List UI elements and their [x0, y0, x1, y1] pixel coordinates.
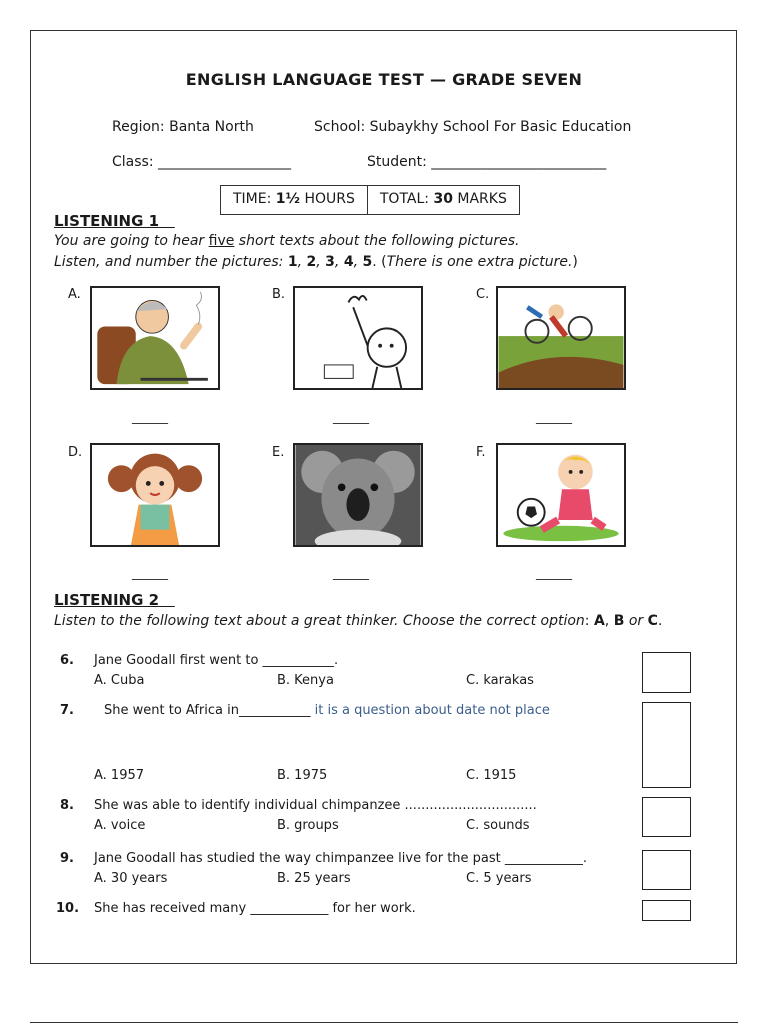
- picture-a-answer[interactable]: ______: [132, 410, 168, 424]
- question-9-option-a[interactable]: A. 30 years: [94, 871, 168, 886]
- school-label: School: Subaykhy School For Basic Education: [314, 119, 632, 135]
- question-7-option-c[interactable]: C. 1915: [466, 768, 517, 783]
- question-7-number: 7.: [60, 703, 74, 718]
- class-field[interactable]: Class: ___________________: [112, 154, 291, 170]
- question-8-option-a[interactable]: A. voice: [94, 818, 146, 833]
- boy-waving-picture: [293, 286, 423, 390]
- total-cell: TOTAL: 30 MARKS: [367, 186, 519, 214]
- listening1-instruction-2: Listen, and number the pictures: 1, 2, 3, 4, 5. (There is one extra picture.): [54, 254, 578, 270]
- listening1-instruction-1: You are going to hear five short texts about the following pictures.: [54, 233, 520, 249]
- picture-f-letter: F.: [476, 445, 486, 460]
- question-7-note: it is a question about date not place: [314, 703, 550, 718]
- picture-f-answer[interactable]: ______: [536, 566, 572, 580]
- smoking-old-man-picture: [90, 286, 220, 390]
- listening1-heading: LISTENING 1: [54, 212, 160, 230]
- cyclist-crash-picture: [496, 286, 626, 390]
- question-8-answer-box[interactable]: [642, 797, 691, 837]
- picture-e-answer[interactable]: ______: [333, 566, 369, 580]
- picture-a-letter: A.: [68, 287, 81, 302]
- question-6-option-b[interactable]: B. Kenya: [277, 673, 334, 688]
- listening2-instruction: Listen to the following text about a great thinker. Choose the correct option: A, B or C.: [54, 613, 663, 629]
- question-8-number: 8.: [60, 798, 74, 813]
- time-cell: TIME: 1½ HOURS: [233, 191, 355, 207]
- time-marks-box: [220, 185, 520, 215]
- question-6-number: 6.: [60, 653, 74, 668]
- boy-with-football-picture: [496, 443, 626, 547]
- bottom-divider: [30, 1022, 738, 1023]
- question-6-option-a[interactable]: A. Cuba: [94, 673, 145, 688]
- picture-c-answer[interactable]: ______: [536, 410, 572, 424]
- student-field[interactable]: Student: _________________________: [367, 154, 607, 170]
- question-9-option-c[interactable]: C. 5 years: [466, 871, 532, 886]
- question-9-number: 9.: [60, 851, 74, 866]
- question-8-text: She was able to identify individual chimpanzee ................................: [94, 798, 537, 813]
- question-7-text: She went to Africa in___________ it is a question about date not place: [104, 703, 550, 718]
- picture-b-letter: B.: [272, 287, 286, 302]
- region-label: Region: Banta North: [112, 119, 254, 135]
- picture-d-answer[interactable]: ______: [132, 566, 168, 580]
- question-6-text: Jane Goodall first went to ___________.: [94, 653, 339, 668]
- listening2-heading: LISTENING 2: [54, 591, 160, 609]
- girl-with-doll-picture: [90, 443, 220, 547]
- question-10-answer-box[interactable]: [642, 900, 691, 921]
- picture-e-letter: E.: [272, 445, 285, 460]
- picture-c-letter: C.: [476, 287, 490, 302]
- test-title: ENGLISH LANGUAGE TEST — GRADE SEVEN: [185, 70, 583, 89]
- question-9-answer-box[interactable]: [642, 850, 691, 890]
- question-7-option-a[interactable]: A. 1957: [94, 768, 145, 783]
- question-9-option-b[interactable]: B. 25 years: [277, 871, 351, 886]
- picture-d-letter: D.: [68, 445, 83, 460]
- question-6-option-c[interactable]: C. karakas: [466, 673, 534, 688]
- koala-picture: [293, 443, 423, 547]
- question-7-answer-box[interactable]: [642, 702, 691, 788]
- picture-b-answer[interactable]: ______: [333, 410, 369, 424]
- question-10-number: 10.: [56, 901, 80, 916]
- question-7-option-b[interactable]: B. 1975: [277, 768, 328, 783]
- question-8-option-c[interactable]: C. sounds: [466, 818, 530, 833]
- question-8-option-b[interactable]: B. groups: [277, 818, 339, 833]
- question-9-text: Jane Goodall has studied the way chimpanzee live for the past ____________.: [94, 851, 588, 866]
- question-10-text: She has received many ____________ for her work.: [94, 901, 416, 916]
- question-6-answer-box[interactable]: [642, 652, 691, 693]
